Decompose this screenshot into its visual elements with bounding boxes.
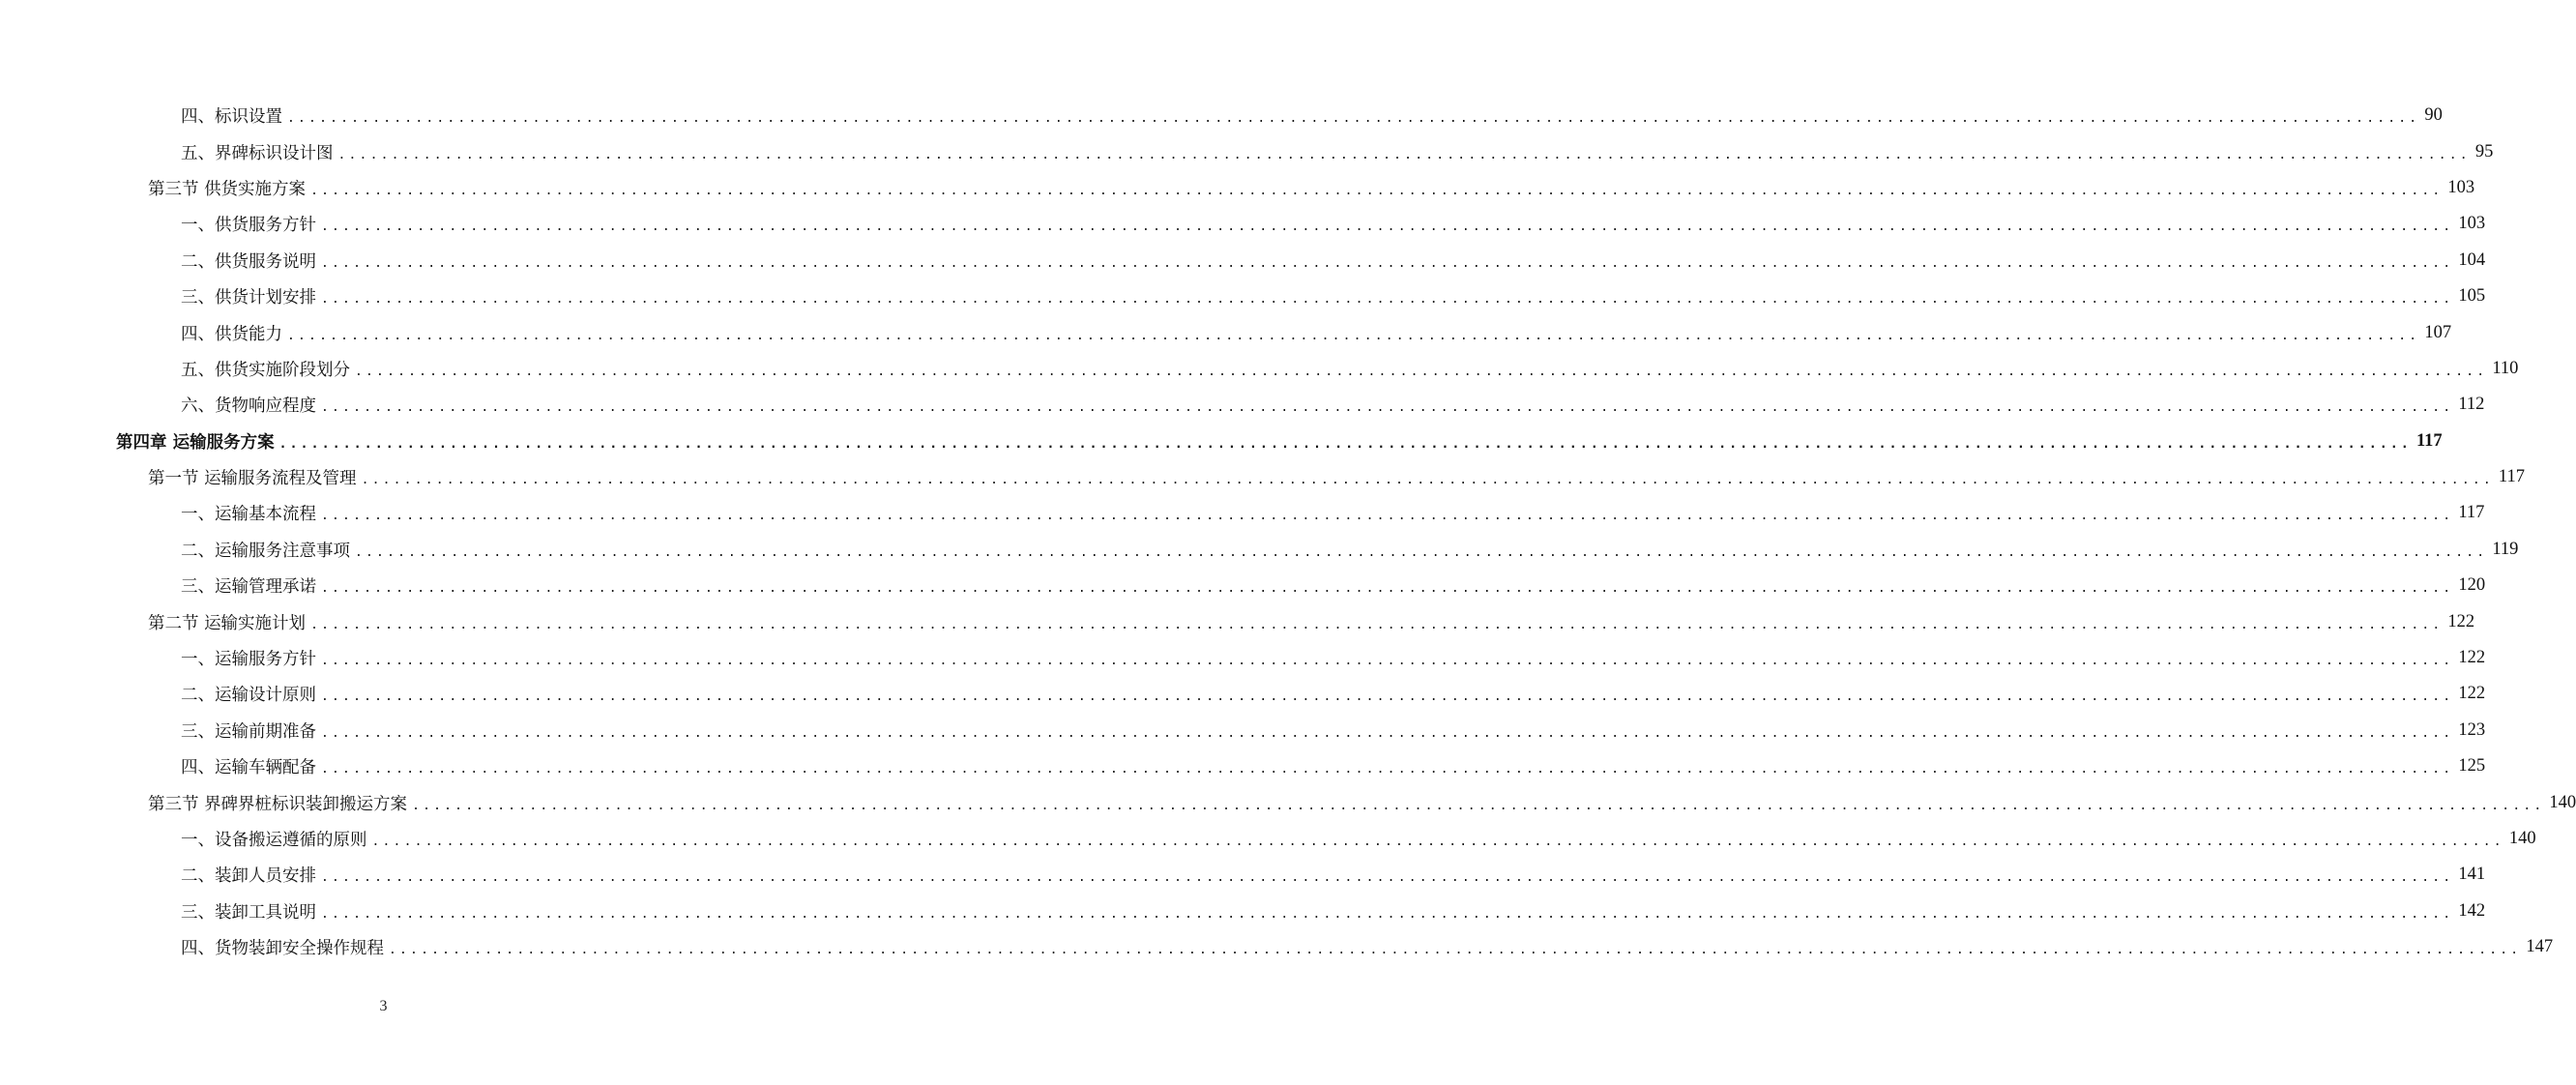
toc-entry-title: 三、供货计划安排 bbox=[181, 288, 316, 308]
toc-subsection-entry[interactable] bbox=[0, 279, 2486, 314]
toc-entry-page: 122 bbox=[2447, 611, 2475, 631]
toc-subsection-entry[interactable] bbox=[0, 676, 2486, 712]
toc-entry-title: 六、货物响应程度 bbox=[181, 396, 316, 417]
toc-entry-page: 117 bbox=[2458, 503, 2485, 523]
toc-dot-leader: ........................................................................................................................................................................................................ bbox=[278, 436, 2412, 452]
toc-subsection-entry[interactable] bbox=[0, 713, 2486, 748]
toc-dot-leader: ........................................................................................................................................................................................................ bbox=[355, 364, 2488, 379]
toc-entry-page: 140 bbox=[2549, 792, 2576, 812]
toc-entry-page: 147 bbox=[2526, 937, 2554, 957]
toc-entry-page: 122 bbox=[2458, 684, 2486, 704]
toc-entry-title: 二、运输服务注意事项 bbox=[181, 541, 350, 561]
toc-entry-page: 140 bbox=[2508, 829, 2536, 848]
toc-dot-leader: ........................................................................................................................................................................................................ bbox=[321, 906, 2454, 922]
toc-subsection-entry[interactable] bbox=[0, 351, 2519, 387]
toc-dot-leader: ........................................................................................................................................................................................................ bbox=[389, 943, 2522, 958]
toc-subsection-entry[interactable] bbox=[0, 206, 2486, 242]
toc-dot-leader: ........................................................................................................................................................................................................ bbox=[321, 509, 2454, 524]
toc-dot-leader: ........................................................................................................................................................................................................ bbox=[321, 689, 2454, 705]
toc-entry-title: 第四章 运输服务方案 bbox=[116, 432, 275, 453]
toc-dot-leader: ........................................................................................................................................................................................................ bbox=[321, 255, 2454, 271]
toc-dot-leader: ........................................................................................................................................................................................................ bbox=[310, 183, 2444, 198]
toc-entry-title: 四、标识设置 bbox=[181, 107, 282, 128]
toc-entry-page: 122 bbox=[2458, 648, 2486, 668]
toc-subsection-entry[interactable] bbox=[0, 495, 2485, 531]
toc-dot-leader: ........................................................................................................................................................................................................ bbox=[321, 870, 2454, 886]
toc-section-entry[interactable] bbox=[0, 459, 2525, 495]
toc-subsection-entry[interactable] bbox=[0, 894, 2486, 929]
toc-subsection-entry[interactable] bbox=[0, 387, 2485, 423]
toc-entry-title: 第二节 运输实施计划 bbox=[148, 613, 307, 633]
toc-entry-title: 三、运输管理承诺 bbox=[181, 577, 316, 598]
toc-entry-title: 四、运输车辆配备 bbox=[181, 758, 316, 778]
toc-section-entry[interactable] bbox=[0, 603, 2475, 639]
toc-entry-page: 110 bbox=[2492, 358, 2519, 378]
toc-dot-leader: ........................................................................................................................................................................................................ bbox=[321, 292, 2454, 308]
toc-dot-leader: ........................................................................................................................................................................................................ bbox=[412, 798, 2545, 813]
toc-dot-leader: ........................................................................................................................................................................................................ bbox=[321, 762, 2454, 777]
toc-entry-page: 95 bbox=[2474, 141, 2494, 161]
toc-entry-page: 117 bbox=[2498, 467, 2525, 487]
toc-entry-page: 112 bbox=[2458, 395, 2485, 415]
toc-entry-title: 一、设备搬运遵循的原则 bbox=[181, 831, 367, 850]
toc-entry-title: 第三节 供货实施方案 bbox=[148, 179, 307, 199]
toc-entry-title: 一、运输基本流程 bbox=[181, 505, 316, 525]
toc-entry-title: 二、装卸人员安排 bbox=[181, 866, 316, 887]
toc-entry-page: 141 bbox=[2458, 865, 2486, 885]
toc-entry-page: 119 bbox=[2492, 539, 2519, 559]
toc-entry-page: 117 bbox=[2415, 430, 2443, 451]
toc-section-entry[interactable] bbox=[0, 784, 2576, 820]
toc-entry-page: 103 bbox=[2458, 214, 2486, 234]
toc-subsection-entry[interactable] bbox=[0, 133, 2494, 169]
toc-dot-leader: ........................................................................................................................................................................................................ bbox=[321, 220, 2454, 235]
toc-dot-leader: ........................................................................................................................................................................................................ bbox=[337, 147, 2471, 162]
toc-subsection-entry[interactable] bbox=[0, 314, 2452, 350]
toc-subsection-entry[interactable] bbox=[0, 640, 2486, 676]
toc-entry-title: 四、供货能力 bbox=[181, 324, 282, 344]
toc-entry-title: 二、供货服务说明 bbox=[181, 251, 316, 272]
toc-entry-title: 五、供货实施阶段划分 bbox=[181, 360, 350, 380]
page-number: 3 bbox=[379, 998, 388, 1014]
toc-entry-page: 120 bbox=[2458, 575, 2486, 596]
toc-dot-leader: ........................................................................................................................................................................................................ bbox=[361, 473, 2494, 488]
toc-entry-title: 四、货物装卸安全操作规程 bbox=[181, 939, 384, 959]
toc-subsection-entry[interactable] bbox=[0, 98, 2443, 133]
toc-subsection-entry[interactable] bbox=[0, 748, 2486, 784]
toc-dot-leader: ........................................................................................................................................................................................................ bbox=[321, 725, 2454, 741]
toc-entry-title: 三、装卸工具说明 bbox=[181, 902, 316, 923]
toc-entry-page: 142 bbox=[2458, 900, 2486, 921]
toc-entry-page: 104 bbox=[2458, 249, 2486, 270]
toc-entry-page: 103 bbox=[2447, 177, 2475, 197]
toc-subsection-entry[interactable] bbox=[0, 857, 2486, 893]
toc-subsection-entry[interactable] bbox=[0, 568, 2486, 603]
toc-subsection-entry[interactable] bbox=[0, 532, 2519, 568]
toc-entry-title: 五、界碑标识设计图 bbox=[181, 143, 334, 163]
toc-subsection-entry[interactable] bbox=[0, 243, 2486, 279]
table-of-contents bbox=[0, 98, 2576, 965]
toc-entry-page: 105 bbox=[2458, 286, 2486, 307]
toc-entry-title: 二、运输设计原则 bbox=[181, 686, 316, 706]
toc-entry-page: 125 bbox=[2458, 756, 2486, 777]
toc-entry-title: 第三节 界碑界桩标识装卸搬运方案 bbox=[148, 794, 408, 814]
toc-entry-title: 一、运输服务方针 bbox=[181, 650, 316, 670]
toc-entry-page: 107 bbox=[2424, 322, 2452, 342]
toc-dot-leader: ........................................................................................................................................................................................................ bbox=[287, 328, 2420, 343]
toc-entry-page: 90 bbox=[2424, 105, 2443, 126]
toc-subsection-entry[interactable] bbox=[0, 821, 2536, 857]
toc-chapter-entry[interactable] bbox=[0, 424, 2443, 459]
toc-dot-leader: ........................................................................................................................................................................................................ bbox=[310, 617, 2444, 632]
toc-dot-leader: ........................................................................................................................................................................................................ bbox=[321, 581, 2454, 597]
toc-dot-leader: ........................................................................................................................................................................................................ bbox=[321, 400, 2454, 416]
toc-dot-leader: ........................................................................................................................................................................................................ bbox=[355, 544, 2488, 560]
toc-dot-leader: ........................................................................................................................................................................................................ bbox=[287, 111, 2420, 127]
toc-dot-leader: ........................................................................................................................................................................................................ bbox=[321, 654, 2454, 669]
toc-dot-leader: ........................................................................................................................................................................................................ bbox=[371, 835, 2504, 849]
toc-section-entry[interactable] bbox=[0, 170, 2475, 206]
toc-subsection-entry[interactable] bbox=[0, 929, 2554, 965]
toc-entry-title: 一、供货服务方针 bbox=[181, 216, 316, 236]
toc-entry-page: 123 bbox=[2458, 719, 2486, 740]
toc-entry-title: 三、运输前期准备 bbox=[181, 721, 316, 742]
toc-entry-title: 第一节 运输服务流程及管理 bbox=[148, 469, 357, 489]
